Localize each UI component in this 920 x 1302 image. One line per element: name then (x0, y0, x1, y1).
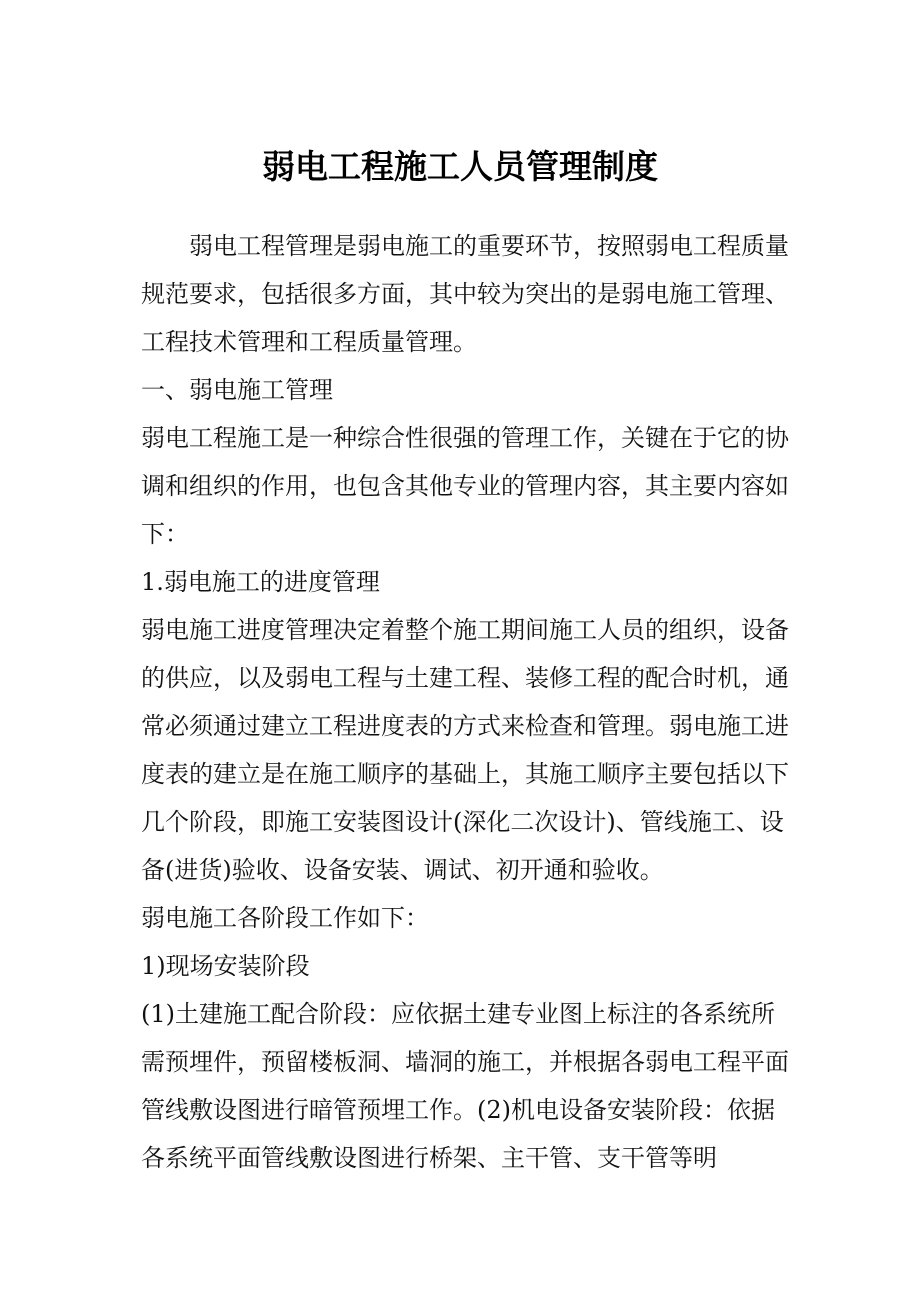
intro-paragraph: 弱电工程管理是弱电施工的重要环节，按照弱电工程质量规范要求，包括很多方面，其中较为突出的是弱电施工管理、工程技术管理和工程质量管理。 (141, 232, 789, 356)
section-1-paragraph: 弱电工程施工是一种综合性很强的管理工作，关键在于它的协调和组织的作用，也包含其他专业的管理内容，其主要内容如下： (141, 424, 789, 548)
section-heading-1: 一、弱电施工管理 (141, 376, 333, 404)
subsection-heading-1: 1.弱电施工的进度管理 (141, 568, 380, 596)
progress-management-paragraph: 弱电施工进度管理决定着整个施工期间施工人员的组织，设备的供应，以及弱电工程与土建工程、装修工程的配合时机，通常必须通过建立工程进度表的方式来检查和管理。弱电施工进度表的建立是在施工顺序的基础上，其施工顺序主要包括以下几个阶段，即施工安装图设计(深化二次设计)、管线施工、设备(进货)验收、设备安装、调试、初开通和验收。 (141, 616, 789, 884)
stage-heading-1: 1)现场安装阶段 (141, 952, 310, 980)
document-title: 弱电工程施工人员管理制度 (262, 147, 658, 186)
stage-1-paragraph: (1)土建施工配合阶段：应依据土建专业图上标注的各系统所需预埋件，预留楼板洞、墙洞的施工，并根据各弱电工程平面管线敷设图进行暗管预埋工作。(2)机电设备安装阶段：依据各系统平面管线敷设图进行桥架、主干管、支干管等明 (141, 1000, 789, 1172)
stages-intro-paragraph: 弱电施工各阶段工作如下： (141, 904, 429, 932)
document-body (141, 222, 797, 1182)
